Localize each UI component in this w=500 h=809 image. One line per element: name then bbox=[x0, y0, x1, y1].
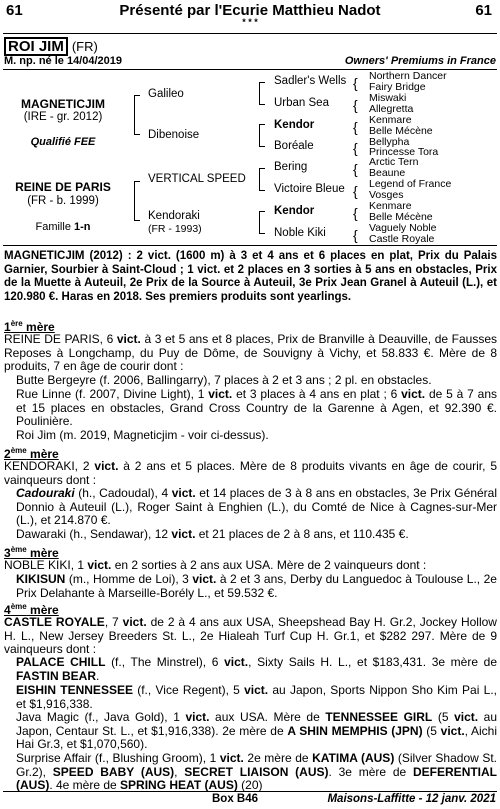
bracket: { bbox=[353, 119, 358, 135]
offspring-entry: KIKISUN (m., Homme de Loi), 3 vict. à 2 et 3 ans, Derby du Languedoc à Toulouse L., 2e Prix Delahante à Marseille-Borély L., et 59.532 €. bbox=[16, 572, 497, 600]
box-number: Box B46 bbox=[212, 793, 259, 805]
dam-name: REINE DE PARIS bbox=[15, 180, 111, 194]
pedigree-gen3-2: Urban Sea bbox=[274, 97, 329, 109]
horse-subtitle-row bbox=[4, 55, 496, 67]
offspring-entry: Butte Bergeyre (f. 2006, Ballingarry), 7 places à 2 et 3 ans ; 2 pl. en obstacles. bbox=[16, 373, 432, 387]
bracket bbox=[134, 181, 140, 221]
dam-sire: VERTICAL SPEED bbox=[148, 173, 246, 185]
section-heading-3rd-dam: 3ème mère bbox=[4, 545, 59, 560]
fourth-dam-record: CASTLE ROYALE, 7 vict. de 2 à 4 ans aux USA, Sheepshead Bay H. Gr.2, Jockey Hollow H. L., New Jersey Breeders St. L., 2e Hialeah Turf Cup H. Gr.1, et $282 297. Mère de 9 vainqueurs dont : bbox=[4, 615, 497, 657]
offspring-entry: PALACE CHILL (f., The Minstrel), 6 vict., Sixty Sails H. L., et $183,431. 3e mère de FASTIN BEAR. bbox=[16, 655, 498, 683]
bracket bbox=[134, 95, 140, 135]
dam-origin: (FR - b. 1999) bbox=[27, 195, 99, 207]
pedigree-gen3-6: Victoire Bleue bbox=[274, 183, 345, 195]
dam-dam-origin: (FR - 1993) bbox=[148, 223, 202, 235]
page-number-left: 61 bbox=[6, 2, 23, 19]
pedigree-gen4-15: Vaguely Noble bbox=[369, 222, 437, 234]
pedigree-gen4-1: Northern Dancer bbox=[369, 70, 447, 82]
sire-origin: (IRE - gr. 2012) bbox=[23, 111, 103, 123]
sire-note: Qualifié FEE bbox=[30, 136, 96, 148]
bracket: { bbox=[353, 227, 358, 243]
section-heading-4th-dam: 4ème mère bbox=[4, 602, 59, 617]
pedigree-gen4-12: Vosges bbox=[369, 189, 404, 201]
pedigree-gen4-14: Belle Mécène bbox=[369, 211, 433, 223]
bracket: { bbox=[353, 140, 358, 156]
pedigree-gen3-3: Kendor bbox=[274, 119, 315, 131]
owners-premiums-note: Owners' Premiums in France bbox=[344, 55, 496, 67]
bracket bbox=[259, 82, 265, 105]
horse-title bbox=[4, 37, 98, 53]
offspring-entry: Roi Jim (m. 2019, Magneticjim - voir ci-dessus). bbox=[16, 428, 269, 442]
sire-sire: Galileo bbox=[148, 88, 184, 100]
bracket: { bbox=[353, 205, 358, 221]
pedigree-gen3-7: Kendor bbox=[274, 205, 315, 217]
offspring-entry: EISHIN TENNESSEE (f., Vice Regent), 5 vict. au Japon, Sports Nippon Sho Kim Pai L., et $1,916,338. bbox=[16, 683, 498, 711]
sale-location-date: Maisons-Laffitte - 12 janv. 2021 bbox=[327, 793, 496, 805]
offspring-entry: Dawaraki (h., Sendawar), 12 vict. et 21 places de 2 à 8 ans, et 110.435 €. bbox=[16, 527, 409, 541]
bracket: { bbox=[353, 161, 358, 177]
first-dam-record: REINE DE PARIS, 6 vict. à 3 et 5 ans et 8 places, Prix de Branville à Deauville, de Fausses Reposes à Longchamp, du Puy de Dôme, de Souvigny à Vichy, et 58.833 €. Mère de 8 produits, 7 en âge de courir dont : bbox=[4, 332, 497, 374]
bracket: { bbox=[353, 183, 358, 199]
offspring-entry: Cadouraki (h., Cadoudal), 4 vict. et 14 places de 3 à 8 ans en obstacles, 3e Prix Général Donnio à Auteuil (L.), Roger Saint à Enghien (L.), du Comté de Nice à Cagnes-sur-Mer (L.), et 214.870 €. bbox=[16, 486, 497, 528]
bracket bbox=[259, 211, 265, 234]
pedigree-gen4-2: Fairy Bridge bbox=[369, 81, 426, 93]
page-header bbox=[0, 2, 500, 18]
pedigree-gen4-6: Belle Mécène bbox=[369, 125, 433, 137]
pedigree-gen3-8: Noble Kiki bbox=[274, 227, 326, 239]
section-heading-2nd-dam: 2ème mère bbox=[4, 446, 59, 461]
divider bbox=[3, 791, 497, 792]
pedigree-gen4-7: Bellypha bbox=[369, 136, 410, 148]
sire-dam: Dibenoise bbox=[148, 129, 200, 141]
bracket bbox=[259, 124, 265, 147]
horse-name: ROI JIM bbox=[4, 37, 68, 56]
page-number-right: 61 bbox=[475, 2, 492, 19]
second-dam-record: KENDORAKI, 2 vict. à 2 ans et 5 places. Mère de 8 produits vivants en âge de courir, 5 vainqueurs dont : bbox=[4, 459, 497, 487]
pedigree-gen4-10: Beaune bbox=[369, 167, 406, 179]
dam-family: Famille 1-n bbox=[35, 221, 91, 233]
pedigree-gen4-3: Miswaki bbox=[369, 92, 407, 104]
horse-subtitle: M. np. né le 14/04/2019 bbox=[4, 55, 123, 67]
bracket bbox=[259, 168, 265, 191]
third-dam-record: NOBLE KIKI, 1 vict. en 2 sorties à 2 ans aux USA. Mère de 2 vainqueurs dont : bbox=[4, 558, 427, 572]
bracket: { bbox=[353, 97, 358, 113]
offspring-entry: Surprise Affair (f., Blushing Groom), 1 vict. 2e mère de KATIMA (AUS) (Silver Shadow St. Gr.2), SPEED BABY (AUS), SECRET LIAISON (AUS). 3e mère de DEFERENTIAL (AUS). 4e mère de SPRING HEAT (AUS) (20) bbox=[16, 751, 498, 793]
pedigree-gen3-5: Bering bbox=[274, 161, 308, 173]
offspring-entry: Java Magic (f., Java Gold), 1 vict. aux USA. Mère de TENNESSEE GIRL (5 vict. au Japon, Centaur St. L., et $1,916,338). 2e mère de A SHIN MEMPHIS (JPN) (5 vict., Aichi Hai Gr.3, et $1,070,560). bbox=[16, 710, 498, 752]
header-stars: * * * bbox=[242, 17, 258, 27]
pedigree-gen3-1: Sadler's Wells bbox=[274, 75, 347, 87]
divider bbox=[3, 245, 497, 246]
sire-name: MAGNETICJIM bbox=[21, 97, 105, 111]
pedigree-gen4-16: Castle Royale bbox=[369, 233, 435, 245]
sire-summary: MAGNETICJIM (2012) : 2 vict. (1600 m) à 3 et 4 ans et 6 places en plat, Prix du Palais Garnier, Sourbier à Saint-Cloud ; 1 vict. et 2 places en 3 sorties à 5 ans en obstacles, Prix de la Muette à Auteuil, 2e Prix de la Source à Auteuil, 3e Prix Jean Granel à Auteuil (L.), et 120.980 €. Haras en 2018. Ses premiers produits sont yearlings. bbox=[4, 250, 497, 303]
pedigree-gen4-5: Kenmare bbox=[369, 114, 412, 126]
page-title: Présenté par l'Ecurie Matthieu Nadot bbox=[119, 2, 381, 19]
pedigree-gen4-8: Princesse Tora bbox=[369, 146, 439, 158]
offspring-entry: Rue Linne (f. 2007, Divine Light), 1 vict. et 3 places à 4 ans en plat ; 6 vict. de 5 à 7 ans et 15 places en obstacles, Grand Cross Country de la Garenne à Agen, et 92.390 €. Poulinière. bbox=[16, 387, 497, 429]
section-heading-1st-dam: 1ère mère bbox=[4, 319, 55, 334]
pedigree-gen3-4: Boréale bbox=[274, 140, 314, 152]
bracket: { bbox=[353, 75, 358, 91]
horse-origin: (FR) bbox=[71, 39, 98, 54]
divider bbox=[3, 33, 497, 34]
pedigree-gen4-13: Kenmare bbox=[369, 200, 412, 212]
pedigree-gen4-9: Arctic Tern bbox=[369, 156, 419, 168]
pedigree-gen4-4: Allegretta bbox=[369, 103, 414, 115]
dam-dam: Kendoraki bbox=[148, 210, 200, 222]
pedigree-gen4-11: Legend of France bbox=[369, 178, 452, 190]
